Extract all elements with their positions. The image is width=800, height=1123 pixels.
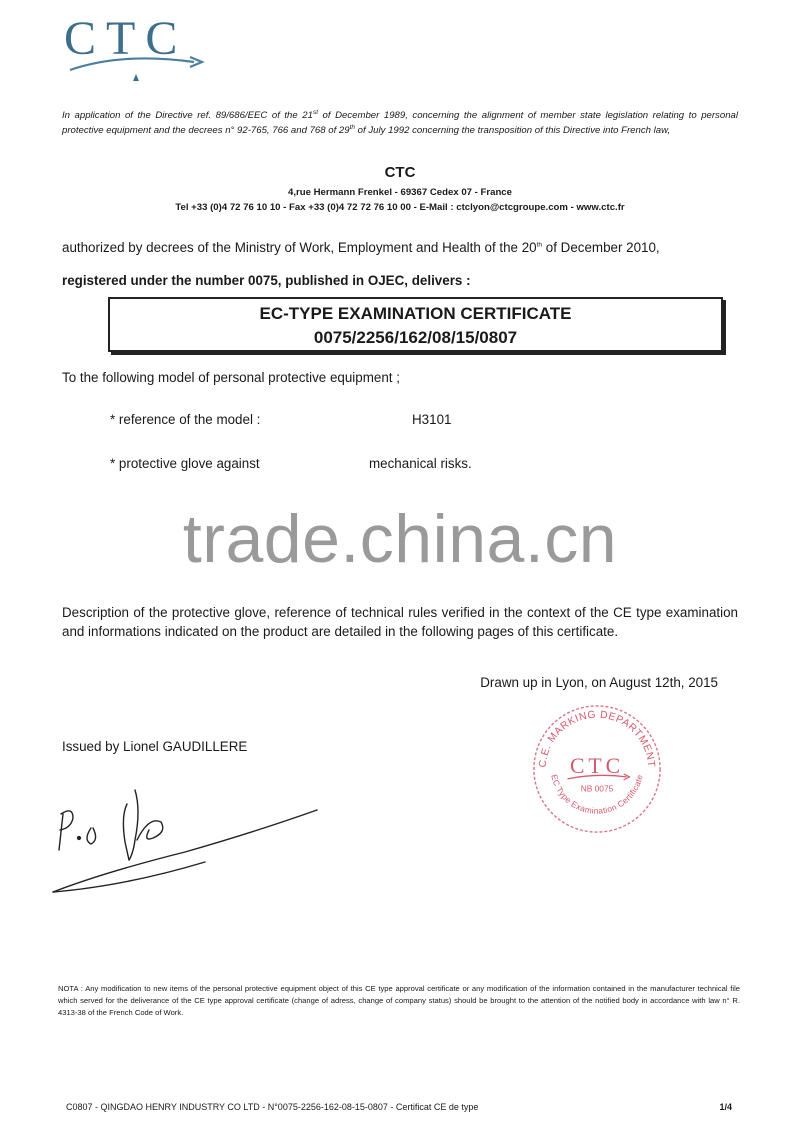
drawn-up-date: Drawn up in Lyon, on August 12th, 2015	[480, 675, 718, 690]
department-stamp	[528, 700, 666, 838]
stamp-bottom-text: EC Type Examination Certificate	[549, 773, 645, 816]
issued-by: Issued by Lionel GAUDILLERE	[62, 739, 248, 754]
org-name: CTC	[384, 164, 416, 181]
glove-protection-label: * protective glove against	[110, 456, 260, 471]
certificate-title-box	[108, 297, 723, 352]
authorized-sup: th	[536, 241, 543, 249]
stamp-top-text: C.E. MARKING DEPARTMENT	[537, 709, 657, 769]
directive-preamble	[62, 108, 738, 138]
registered-statement: registered under the number 0075, published in OJEC, delivers :	[62, 273, 471, 288]
nota-footnote: NOTA : Any modification to new items of the personal protective equipment object of this CE type approval certificate or any modification of the information contained in the manufacturer technical file which served for the deliverance of the CE type approval certificate (change of adress, change of company status) should be brought to the attention of the notified body in accordance with law n° R. 4313-38 of the French Code of Work.	[58, 984, 740, 1017]
model-reference-label: * reference of the model :	[110, 412, 261, 427]
ctc-logo	[62, 8, 212, 88]
certificate-number: 0075/2256/162/08/15/0807	[313, 328, 518, 347]
handwritten-signature	[45, 780, 325, 900]
authorized-text-2: of December 2010,	[542, 240, 660, 255]
sig-long-stroke	[53, 810, 317, 892]
model-reference-value: H3101	[412, 412, 452, 427]
sig-o	[87, 828, 96, 844]
authorized-text-1: authorized by decrees of the Ministry of Work, Employment and Health of the 20	[62, 240, 537, 255]
authorized-statement	[62, 240, 738, 255]
sig-stroke-2	[129, 790, 138, 860]
stamp-center-ctc: CTC	[570, 753, 624, 778]
page-number: 1/4	[719, 1102, 732, 1112]
logo-letters: CTC	[64, 12, 188, 65]
preamble-text-3: of July 1992 concerning the transposition of this Directive into French law,	[355, 125, 671, 136]
glove-protection-value: mechanical risks.	[369, 456, 472, 471]
watermark: trade.china.cn	[182, 501, 618, 577]
stamp-nb-number: NB 0075	[580, 783, 614, 794]
org-address: 4,rue Hermann Frenkel - 69367 Cedex 07 - France	[288, 187, 512, 198]
footer-reference: C0807 - QINGDAO HENRY INDUSTRY CO LTD - N°0075-2256-162-08-15-0807 - Certificat CE de type	[66, 1102, 479, 1112]
sig-p-stem	[59, 814, 63, 850]
preamble-sup-1: st	[312, 108, 318, 116]
sig-dot	[78, 837, 81, 840]
sig-stroke-1	[123, 804, 129, 860]
preamble-text-1: In application of the Directive ref. 89/686/EEC of the 21	[62, 110, 313, 121]
following-model-text: To the following model of personal protective equipment ;	[62, 370, 400, 385]
logo-marker	[133, 74, 139, 81]
certificate-title: EC-TYPE EXAMINATION CERTIFICATE	[259, 304, 572, 323]
description-paragraph: Description of the protective glove, reference of technical rules verified in the context of the CE type examination and informations indicated on the product are detailed in the following pages of this certificate.	[62, 605, 738, 639]
sig-loop	[137, 821, 163, 840]
org-contact: Tel +33 (0)4 72 76 10 10 - Fax +33 (0)4 72 72 76 10 00 - E-Mail : ctclyon@ctcgroupe.com - www.ctc.fr	[175, 202, 625, 213]
preamble-sup-2: th	[349, 123, 356, 131]
preamble-text-2: of December 1989, concerning the alignment of member state legislation relating to personal protective equipment and the decrees n° 92-765, 766 and 768 of 29	[62, 110, 738, 136]
